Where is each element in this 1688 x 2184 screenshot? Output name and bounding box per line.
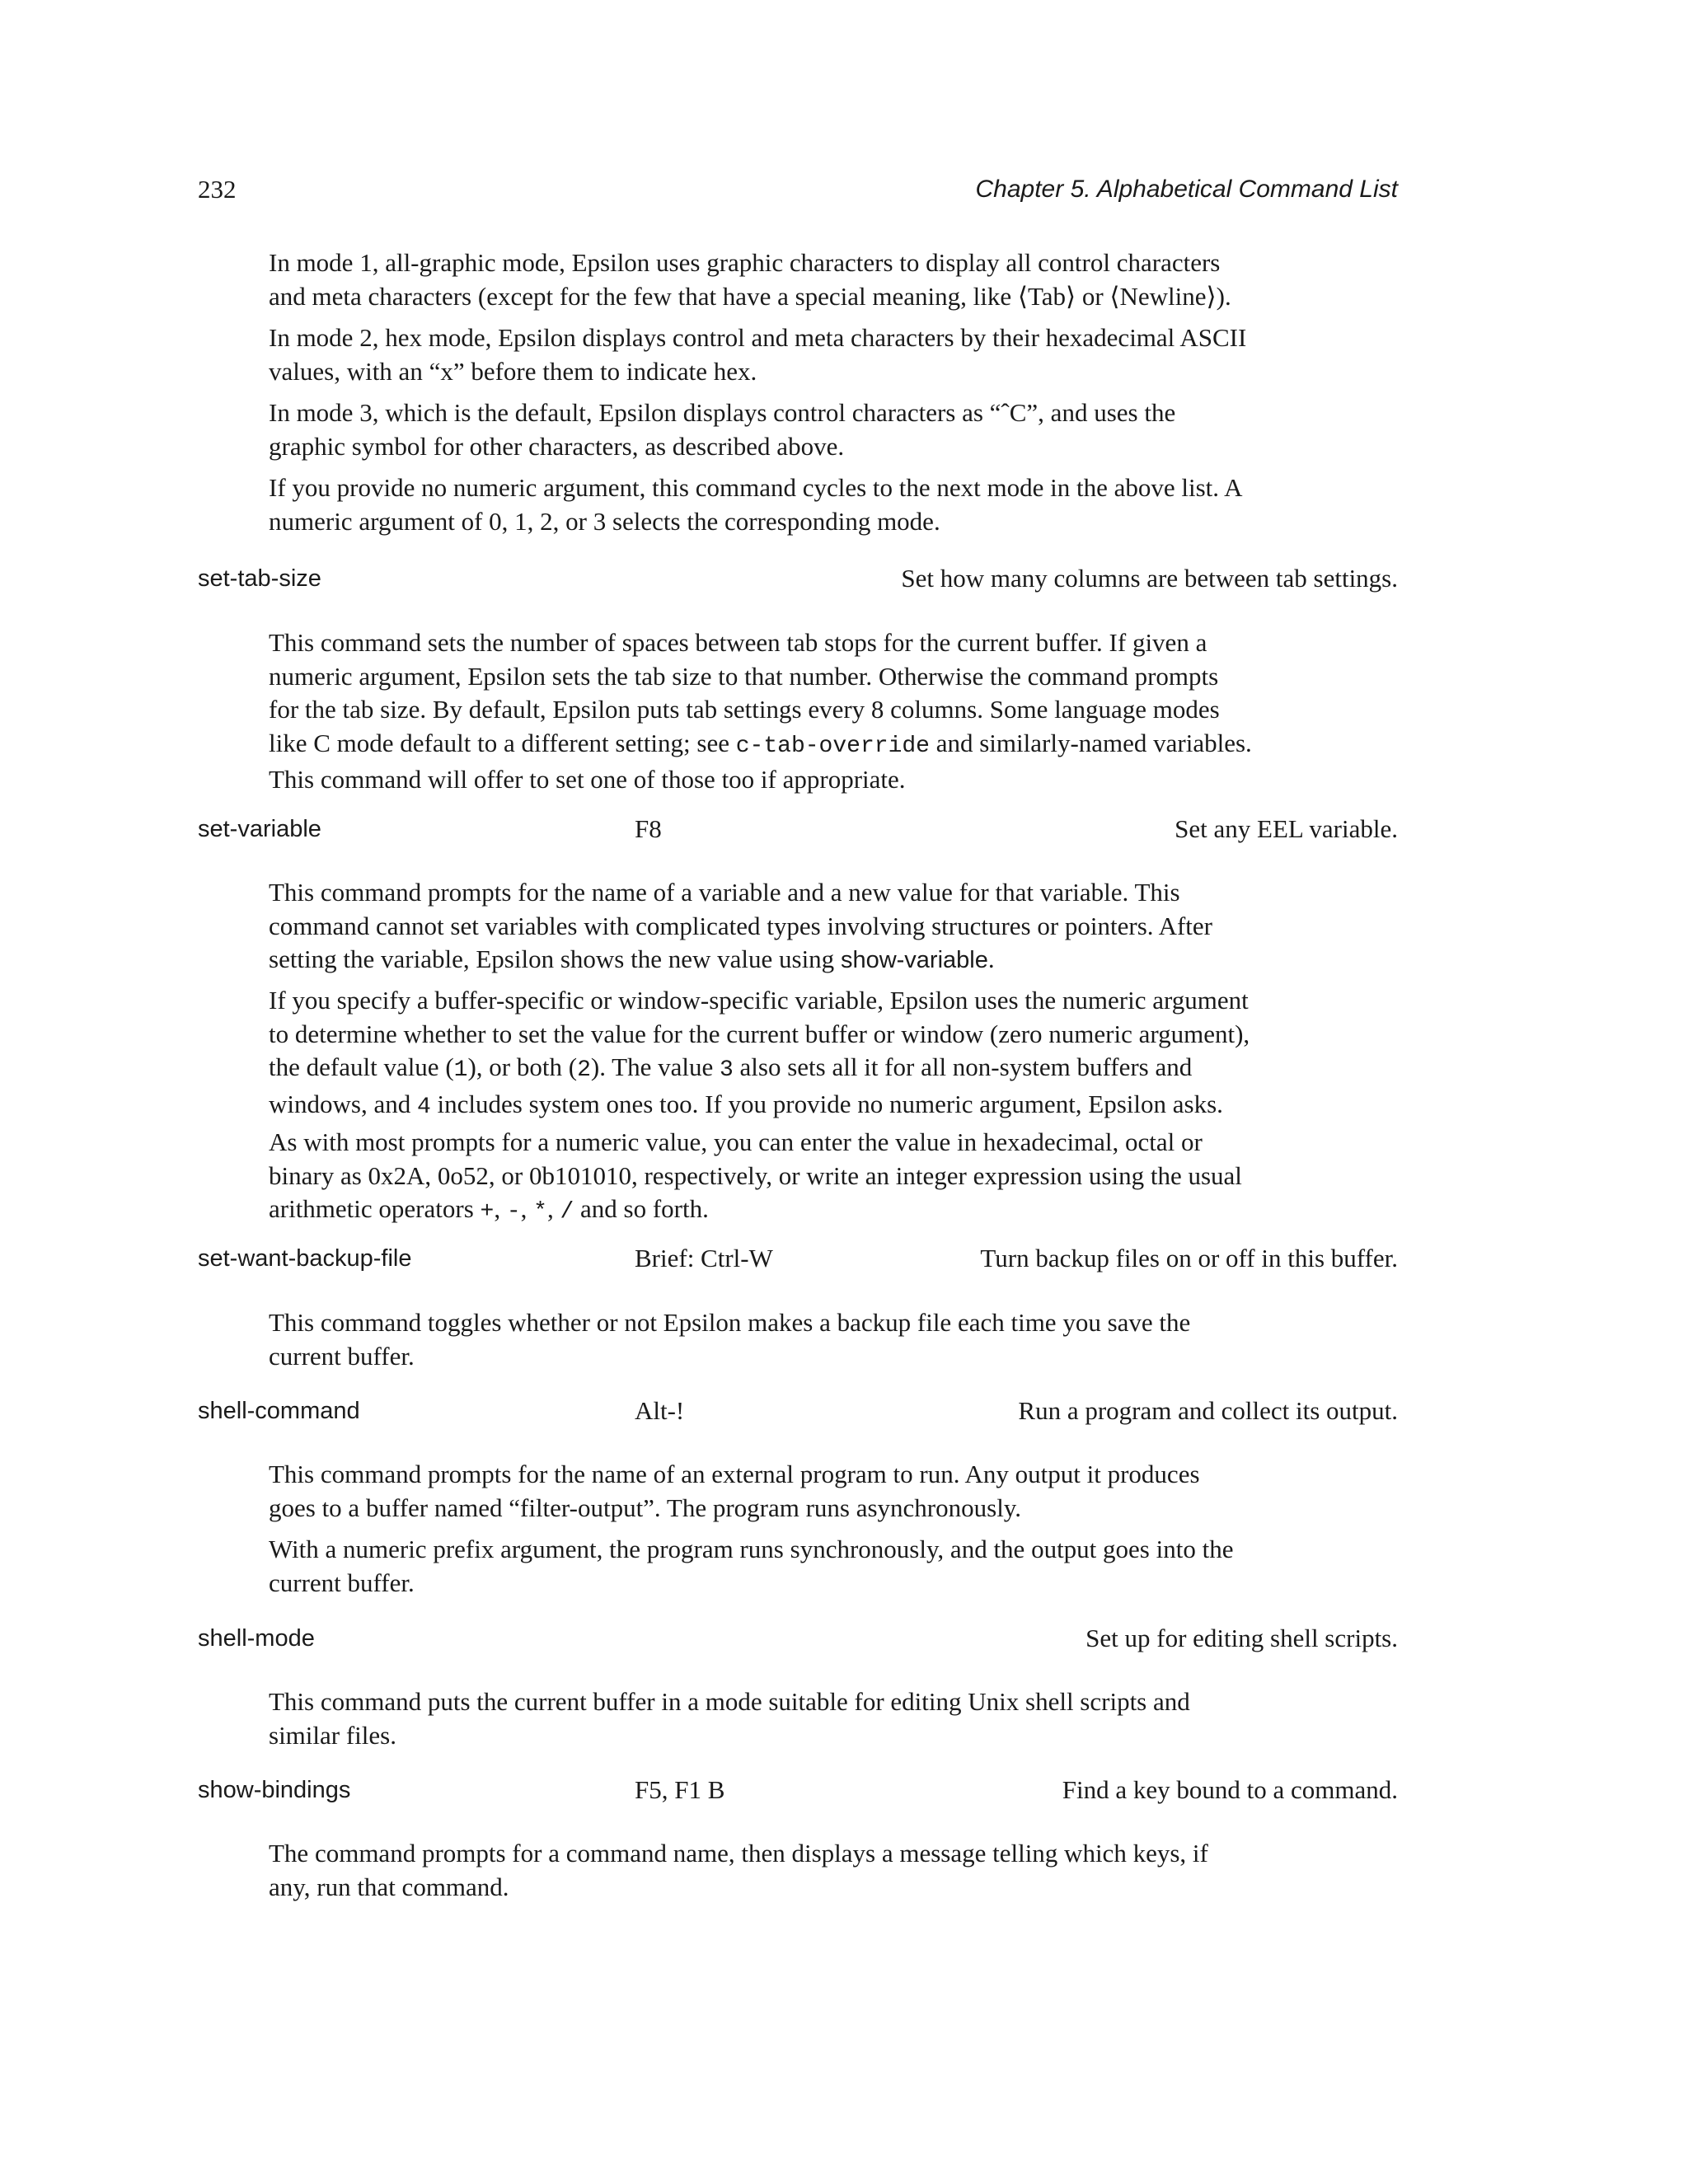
command-summary: Set any EEL variable. [1175,814,1398,843]
text-segment: like C mode default to a different setting; see [269,728,736,757]
code-value: 1 [453,1057,468,1083]
text-segment: the default value ( [269,1052,454,1081]
command-entry-shell-mode [198,1620,1398,1657]
text-line: current buffer. [269,1568,415,1597]
shell-command-description-1 [269,1458,1365,1525]
operator-minus: - [506,1199,521,1225]
set-variable-description-2 [269,984,1365,1124]
command-summary: Find a key bound to a command. [1062,1775,1398,1804]
separator: , [520,1194,534,1223]
text-line: current buffer. [269,1341,415,1371]
text-line [269,727,1365,764]
command-name: shell-mode [198,1625,315,1652]
text-line: goes to a buffer named “filter-output”. The program runs asynchronously. [269,1493,1022,1522]
operator-divide: / [560,1199,574,1225]
text-line: In mode 2, hex mode, Epsilon displays control and meta characters by their hexadecimal ASCII [269,323,1247,352]
text-segment: ), or both ( [467,1052,578,1081]
set-tab-size-description [269,626,1365,797]
text-segment: and so forth. [574,1194,709,1223]
command-summary: Run a program and collect its output. [1018,1396,1398,1425]
text-line: If you provide no numeric argument, this command cycles to the next mode in the above list. A [269,473,1243,502]
command-name: show-bindings [198,1777,351,1803]
chapter-title: Chapter 5. Alphabetical Command List [975,176,1398,203]
intro-paragraph-3 [269,396,1365,463]
shell-mode-description [269,1685,1365,1752]
text-line: This command sets the number of spaces between tab stops for the current buffer. If given a [269,628,1207,657]
command-entry-set-want-backup-file [198,1240,1398,1277]
command-keybinding: Alt-! [635,1396,685,1425]
text-line: The command prompts for a command name, then displays a message telling which keys, if [269,1839,1208,1868]
page-number: 232 [198,175,237,204]
text-line: This command prompts for the name of a variable and a new value for that variable. This [269,878,1180,907]
separator: , [546,1194,560,1223]
show-bindings-description [269,1837,1365,1904]
text-line: In mode 3, which is the default, Epsilon displays control characters as “ˆC”, and uses the [269,398,1176,427]
text-line: This command prompts for the name of an external program to run. Any output it produces [269,1460,1200,1488]
text-line: graphic symbol for other characters, as described above. [269,431,845,461]
text-segment: includes system ones too. If you provide no numeric argument, Epsilon asks. [430,1089,1223,1118]
text-segment: . [987,944,995,973]
command-entry-shell-command [198,1393,1398,1429]
command-name: set-variable [198,816,321,842]
variable-name: c-tab-override [735,733,930,759]
text-line [269,1193,1365,1230]
code-value: 4 [416,1094,431,1120]
text-line: numeric argument, Epsilon sets the tab size to that number. Otherwise the command prompts [269,661,1219,691]
intro-paragraph-4 [269,471,1365,538]
operator-times: * [533,1199,547,1225]
command-summary: Turn backup files on or off in this buffer. [980,1244,1398,1272]
intro-paragraph-2 [269,321,1365,388]
text-line: This command puts the current buffer in a mode suitable for editing Unix shell scripts and [269,1687,1190,1716]
shell-command-description-2 [269,1533,1365,1600]
command-keybinding: F8 [635,814,662,843]
text-line: If you specify a buffer-specific or window-specific variable, Epsilon uses the numeric argument [269,986,1249,1015]
set-want-backup-file-description [269,1306,1365,1373]
command-entry-set-variable [198,811,1398,847]
text-line: values, with an “x” before them to indicate hex. [269,356,757,386]
text-line [269,943,1365,977]
code-value: 3 [719,1057,734,1083]
text-line: to determine whether to set the value for the current buffer or window (zero numeric argument), [269,1019,1250,1048]
command-keybinding: F5, F1 B [635,1775,725,1804]
separator: , [494,1194,507,1223]
text-segment: and similarly-named variables. [929,728,1252,757]
command-entry-set-tab-size [198,560,1398,597]
text-line: binary as 0x2A, 0o52, or 0b101010, respectively, or write an integer expression using the usual [269,1160,1242,1190]
text-line: for the tab size. By default, Epsilon puts tab settings every 8 columns. Some language modes [269,695,1220,724]
set-variable-description-3 [269,1126,1365,1230]
text-line: numeric argument of 0, 1, 2, or 3 selects the corresponding mode. [269,506,940,536]
command-entry-show-bindings [198,1772,1398,1808]
text-segment: arithmetic operators [269,1194,481,1223]
command-reference: show-variable [840,947,988,973]
text-line: similar files. [269,1720,396,1750]
operator-plus: + [480,1199,495,1225]
text-line: and meta characters (except for the few that have a special meaning, like ⟨Tab⟩ or ⟨Newline⟩). [269,281,1231,311]
intro-paragraph-1 [269,246,1365,313]
running-head [198,171,1398,208]
command-keybinding: Brief: Ctrl-W [635,1244,773,1272]
text-segment: also sets all it for all non-system buffers and [733,1052,1193,1081]
text-segment: setting the variable, Epsilon shows the new value using [269,944,841,973]
command-name: set-tab-size [198,565,321,592]
text-line: In mode 1, all-graphic mode, Epsilon uses graphic characters to display all control characters [269,248,1221,277]
text-line: This command toggles whether or not Epsilon makes a backup file each time you save the [269,1308,1191,1337]
text-line: any, run that command. [269,1872,509,1901]
text-line: command cannot set variables with complicated types involving structures or pointers. After [269,911,1212,940]
text-line [269,1051,1365,1088]
command-name: shell-command [198,1398,360,1424]
text-line [269,1088,1365,1125]
text-segment: windows, and [269,1089,417,1118]
command-summary: Set how many columns are between tab settings. [901,564,1398,593]
text-line: This command will offer to set one of those too if appropriate. [269,765,906,794]
set-variable-description-1 [269,876,1365,977]
command-name: set-want-backup-file [198,1245,412,1272]
text-line: With a numeric prefix argument, the program runs synchronously, and the output goes into the [269,1535,1234,1563]
command-summary: Set up for editing shell scripts. [1085,1624,1398,1652]
code-value: 2 [577,1057,591,1083]
text-segment: ). The value [590,1052,720,1081]
text-line: As with most prompts for a numeric value, you can enter the value in hexadecimal, octal or [269,1127,1203,1156]
